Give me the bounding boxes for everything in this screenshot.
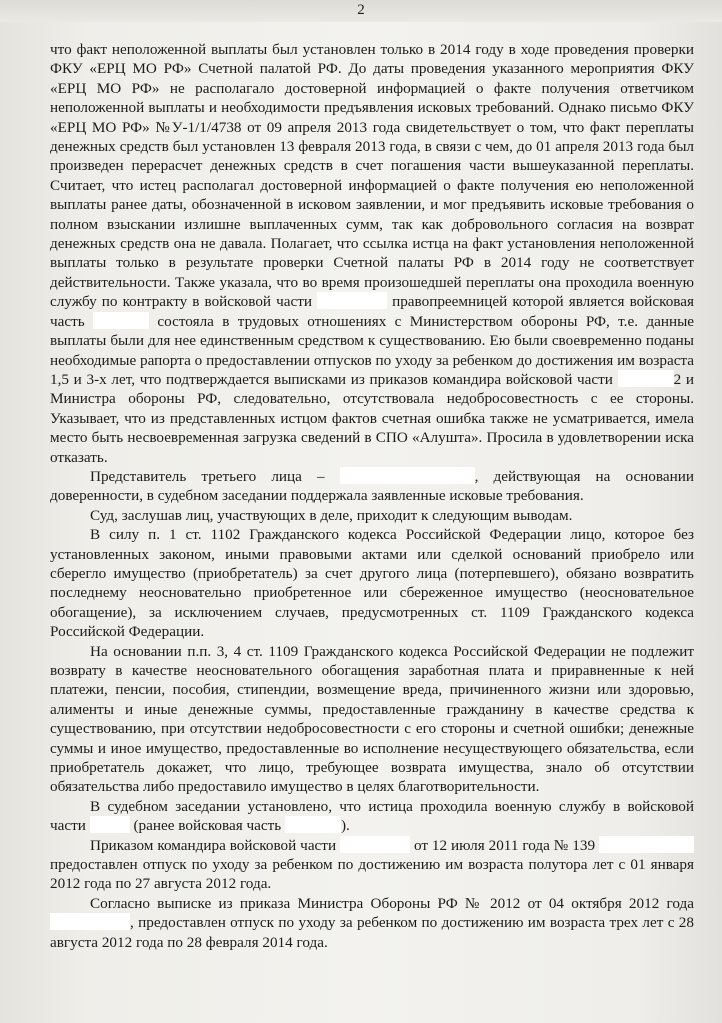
document-body [50, 40, 694, 952]
redaction-box [50, 913, 130, 930]
paragraph-third-party: Представитель третьего лица – , действующая на основании доверенности, в судебном заседании поддержала заявленные исковые требования. [50, 467, 694, 505]
paragraph-order-2011: Приказом командира войсковой части от 12 июля 2011 года № 139 предоставлен отпуск по уходу за ребенком по достижению им возраста полутора лет с 01 января 2012 года по 27 августа 2012 года. [50, 836, 694, 893]
paragraph-defendant-objection: что факт неположенной выплаты был установлен только в 2014 году в ходе проведения проверки ФКУ «ЕРЦ МО РФ» Счетной палатой РФ. До даты проведения указанного мероприятия ФКУ «ЕРЦ МО РФ» не располагало достоверной информацией о факте получения ответчиком неположенной выплаты и необходимости предъявления исковых требований. Однако письмо ФКУ «ЕРЦ МО РФ» №У-1/1/4738 от 09 апреля 2013 года свидетельствует о том, что факт переплаты денежных средств был установлен 13 февраля 2013 года, в связи с чем, до 01 апреля 2013 года был произведен перерасчет денежных средств в счет погашения части вышеуказанной переплаты. Считает, что истец располагал достоверной информацией о факте получения ею неположенной выплаты ранее даты, обозначенной в исковом заявлении, и мог предъявить исковые требования о полном взыскании излишне выплаченных сумм, так как добровольного согласия на возврат денежных средств она не давала. Полагает, что ссылка истца на факт установления неположенной выплаты только в результате проверки Счетной палаты РФ в 2014 году не соответствует действительности. Также указала, что во время произошедшей переплаты она проходила военную службу по контракту в войсковой части правопреемницей которой является войсковая часть состояла в трудовых отношениях с Министерством обороны РФ, т.е. данные выплаты были для нее единственным средством к существованию. Ею были своевременно поданы необходимые рапорта о предоставлении отпусков по уходу за ребенком до достижения им возраста 1,5 и 3-х лет, что подтверждается выписками из приказов командира войсковой части 2 и Министра обороны РФ, следовательно, отсутствовала недобросовестность с ее стороны. Указывает, что из представленных истцом фактов счетная ошибка также не усматривается, имела место быть несвоевременная загрузка сведений в СПО «Алушта». Просила в удовлетворении иска отказать. [50, 41, 695, 466]
redaction-box [618, 370, 674, 387]
paragraph-court-conclusion: Суд, заслушав лиц, участвующих в деле, приходит к следующим выводам. [90, 506, 573, 524]
paragraph-article-1109: На основании п.п. 3, 4 ст. 1109 Гражданского кодекса Российской Федерации не подлежит возврату в качестве неосновательного обогащения заработная плата и приравненные к ней платежи, пенсии, пособия, стипендии, возмещение вреда, причиненного жизни или здоровью, алименты и иные денежные суммы, предоставленные гражданину в качестве средства к существованию, при отсутствии недобросовестности с его стороны и счетной ошибки; денежные суммы и иное имущество, предоставленные во исполнение несуществующего обязательства, если приобретатель докажет, что лицо, требующее возврата имущества, знало об отсутствии обязательства либо предоставило имущество в целях благотворительности. [50, 642, 694, 796]
redaction-box [285, 816, 341, 833]
redaction-box [340, 467, 475, 484]
redaction-box [340, 836, 410, 853]
redaction-box [93, 312, 149, 329]
paragraph-order-2012: Согласно выписке из приказа Министра Обороны РФ № 2012 от 04 октября 2012 года , предоставлен отпуск по уходу за ребенком по достижению им возраста трех лет с 28 августа 2012 года по 28 февраля 2014 года. [50, 894, 694, 951]
paragraph-established-service: В судебном заседании установлено, что истица проходила военную службу в войсковой части (ранее войсковая часть ). [50, 797, 694, 835]
redaction-box [599, 836, 694, 853]
redaction-box [317, 292, 387, 309]
page-number: 2 [357, 2, 365, 18]
paragraph-article-1102: В силу п. 1 ст. 1102 Гражданского кодекса Российской Федерации лицо, которое без установленных законом, иными правовыми актами или сделкой оснований приобрело или сберегло имущество (приобретатель) за счет другого лица (потерпевшего), обязано возвратить последнему неосновательно приобретенное или сбереженное имущество (неосновательное обогащение), за исключением случаев, предусмотренных ст. 1109 Гражданского кодекса Российской Федерации. [50, 526, 694, 641]
redaction-box [90, 816, 130, 833]
